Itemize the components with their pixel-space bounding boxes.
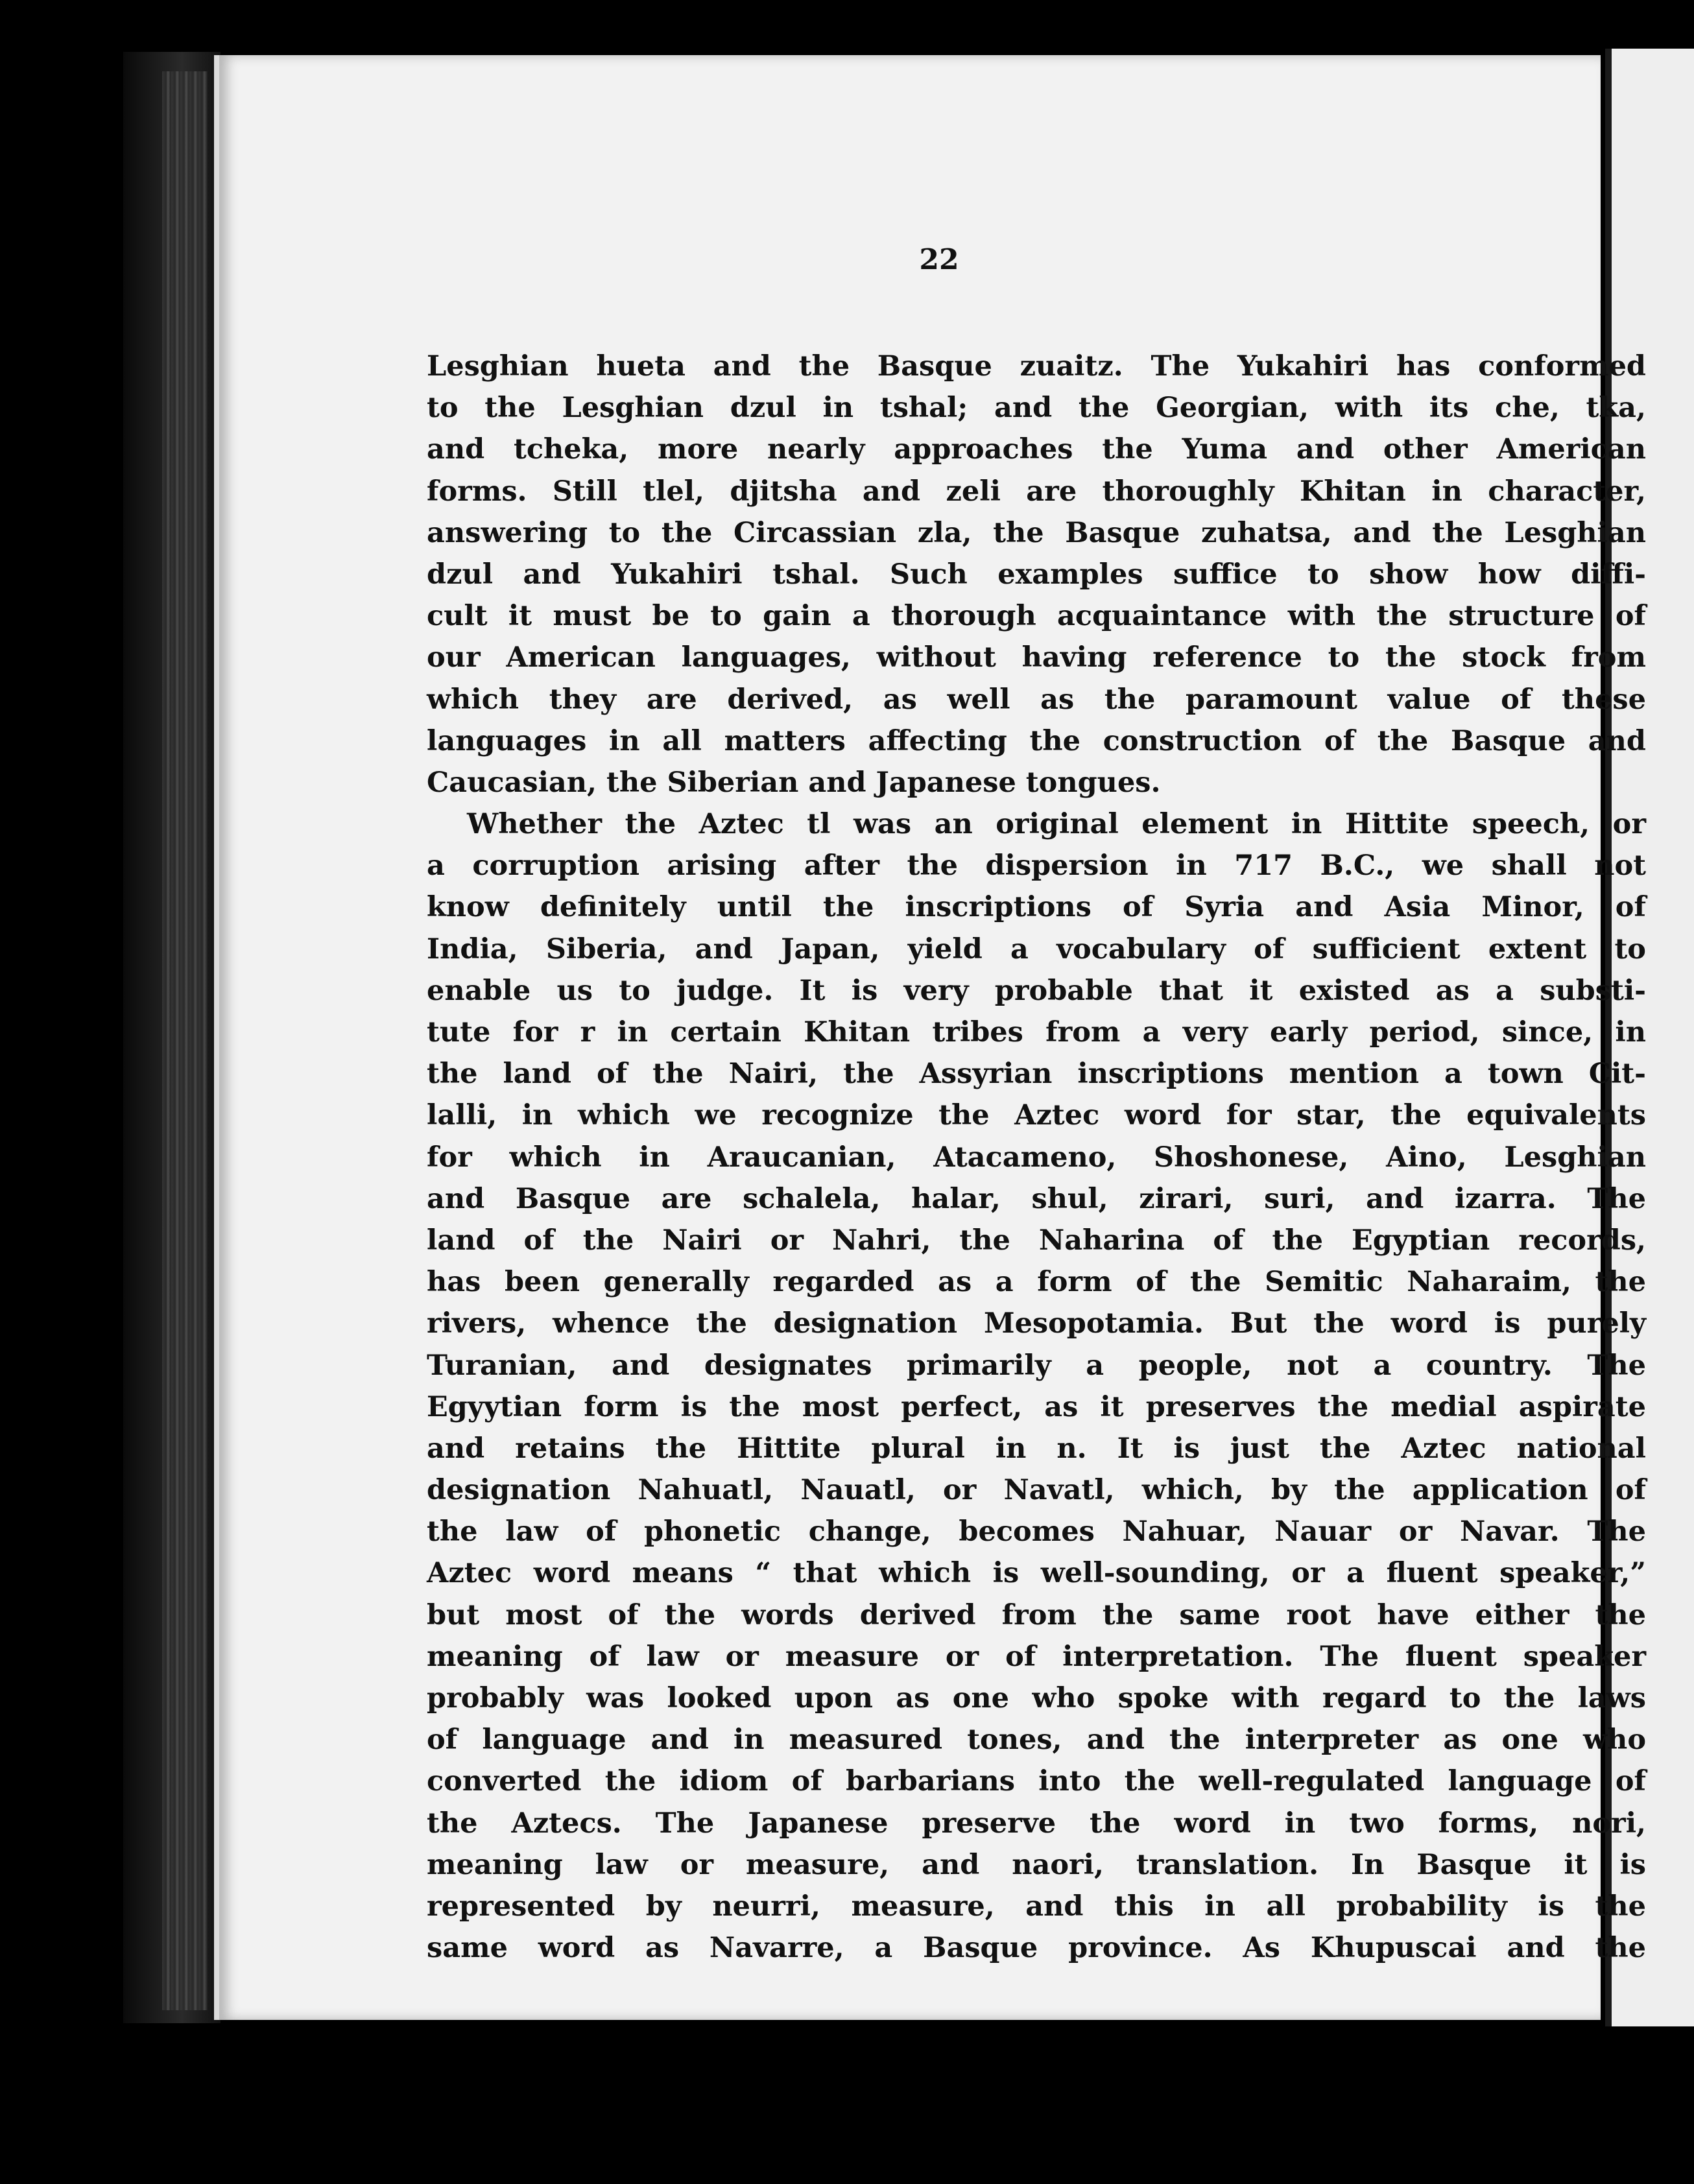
text-line: the law of phonetic change, becomes Nahuar, Nauar or Navar. The bbox=[427, 1515, 1646, 1549]
text-line: India, Siberia, and Japan, yield a vocabulary of sufficient extent to bbox=[427, 932, 1646, 966]
text-line: and retains the Hittite plural in n. It is just the Aztec national bbox=[427, 1432, 1646, 1465]
text-line: and Basque are schalela, halar, shul, zirari, suri, and izarra. The bbox=[427, 1182, 1646, 1215]
text-line: meaning of law or measure or of interpretation. The fluent speaker bbox=[427, 1640, 1646, 1673]
text-line: rivers, whence the designation Mesopotamia. But the word is purely bbox=[427, 1307, 1646, 1340]
text-line: dzul and Yukahiri tshal. Such examples suffice to show how diffi- bbox=[427, 558, 1646, 591]
text-line: for which in Araucanian, Atacameno, Shoshonese, Aino, Lesghian bbox=[427, 1141, 1646, 1174]
text-line: answering to the Circassian zla, the Basque zuhatsa, and the Lesghian bbox=[427, 516, 1646, 549]
text-line: but most of the words derived from the same root have either the bbox=[427, 1598, 1646, 1632]
text-line: and tcheka, more nearly approaches the Yuma and other American bbox=[427, 433, 1646, 466]
text-line: converted the idiom of barbarians into the well-regulated language of bbox=[427, 1765, 1646, 1798]
text-line: forms. Still tlel, djitsha and zeli are thoroughly Khitan in character, bbox=[427, 475, 1646, 508]
text-line: which they are derived, as well as the paramount value of these bbox=[427, 683, 1646, 716]
book-page bbox=[214, 55, 1646, 2020]
text-line: designation Nahuatl, Nauatl, or Navatl, which, by the application of bbox=[427, 1474, 1646, 1507]
text-line: has been generally regarded as a form of the Semitic Naharaim, the bbox=[427, 1266, 1646, 1299]
text-line: Caucasian, the Siberian and Japanese tongues. bbox=[427, 766, 1161, 799]
text-line: the land of the Nairi, the Assyrian inscriptions mention a town Cit- bbox=[427, 1058, 1646, 1091]
text-line: Aztec word means “ that which is well-sounding, or a fluent speaker,” bbox=[427, 1557, 1646, 1590]
text-line: to the Lesghian dzul in tshal; and the Georgian, with its che, tka, bbox=[427, 392, 1646, 425]
paragraph-first-line: Whether the Aztec tl was an original element in Hittite speech, or bbox=[467, 808, 1646, 841]
text-line: probably was looked upon as one who spoke with regard to the laws bbox=[427, 1682, 1646, 1715]
body-text bbox=[427, 346, 1646, 1969]
text-line: represented by neurri, measure, and this in all probability is the bbox=[427, 1890, 1646, 1923]
text-line: of language and in measured tones, and the interpreter as one who bbox=[427, 1724, 1646, 1757]
page-edges bbox=[162, 71, 208, 2010]
text-line: same word as Navarre, a Basque province. As Khupuscai and the bbox=[427, 1932, 1646, 1965]
text-line: tute for r in certain Khitan tribes from a very early period, since, in bbox=[427, 1016, 1646, 1049]
text-line: cult it must be to gain a thorough acquaintance with the structure of bbox=[427, 600, 1646, 633]
text-line: a corruption arising after the dispersion in 717 B.C., we shall not bbox=[427, 849, 1646, 883]
text-line: Lesghian hueta and the Basque zuaitz. The Yukahiri has conformed bbox=[427, 350, 1646, 383]
text-line: Egyytian form is the most perfect, as it preserves the medial aspirate bbox=[427, 1390, 1646, 1423]
text-line: enable us to judge. It is very probable that it existed as a substi- bbox=[427, 974, 1646, 1007]
text-line: the Aztecs. The Japanese preserve the word in two forms, nori, bbox=[427, 1807, 1646, 1840]
text-line: lalli, in which we recognize the Aztec word for star, the equivalents bbox=[427, 1099, 1646, 1132]
text-line: meaning law or measure, and naori, translation. In Basque it is bbox=[427, 1848, 1646, 1881]
text-line: land of the Nairi or Nahri, the Naharina of the Egyptian records, bbox=[427, 1224, 1646, 1257]
text-line: languages in all matters affecting the construction of the Basque and bbox=[427, 724, 1646, 757]
text-line: our American languages, without having reference to the stock from bbox=[427, 641, 1646, 674]
page-number: 22 bbox=[919, 243, 959, 276]
text-line: Turanian, and designates primarily a people, not a country. The bbox=[427, 1349, 1646, 1382]
text-line: know definitely until the inscriptions of Syria and Asia Minor, of bbox=[427, 891, 1646, 924]
